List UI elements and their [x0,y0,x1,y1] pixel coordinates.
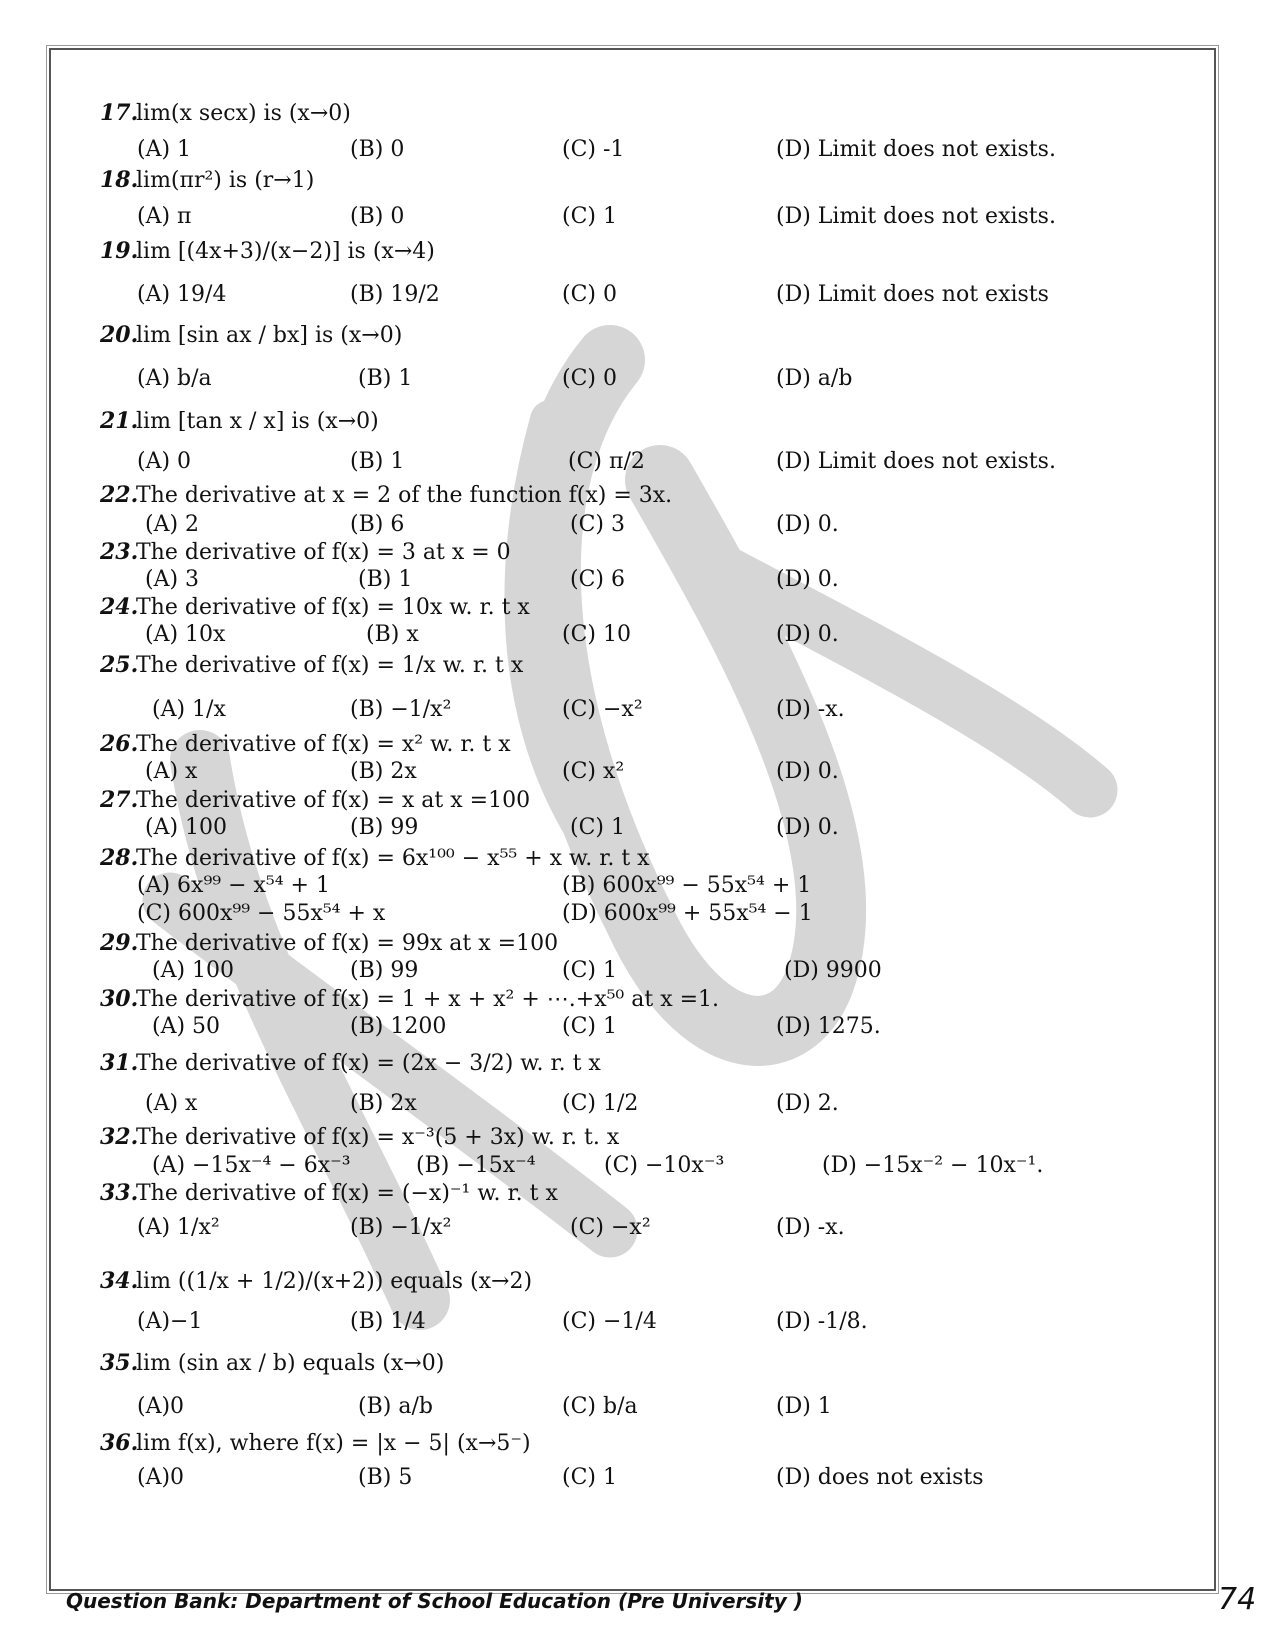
answer-option: (C) 1 [562,1465,617,1490]
answer-option: (C) 3 [570,512,625,537]
question-number: 36. [100,1430,139,1456]
answer-option: (B) 99 [350,958,419,983]
answer-option: (A) x [145,759,198,784]
question-number: 29. [100,930,139,956]
answer-option: (B) 0 [350,204,405,229]
answer-option: (A)0 [137,1394,185,1419]
question-number: 23. [100,539,139,565]
answer-option: (C) 1 [570,815,625,840]
answer-option: (B) 6 [350,512,405,537]
answer-option: (D) 9900 [784,958,882,983]
question-row [100,100,351,127]
question-number: 35. [100,1350,139,1376]
question-row [100,594,530,621]
question-row [100,539,511,566]
answer-option: (C) 1 [562,204,617,229]
question-number: 33. [100,1180,139,1206]
answer-option: (D) −15x⁻² − 10x⁻¹. [822,1153,1044,1178]
answer-option: (A) 3 [145,567,200,592]
answer-option: (C) 1 [562,958,617,983]
question-row [100,731,511,758]
question-number: 20. [100,322,139,348]
question-row [100,1180,558,1207]
question-row [100,238,435,265]
answer-option: (B) 1 [358,366,413,391]
answer-option: (A) −15x⁻⁴ − 6x⁻³ [152,1153,351,1178]
answer-option: (A)0 [137,1465,185,1490]
answer-option: (A) 1 [137,137,192,162]
answer-option: (A) 2 [145,512,200,537]
question-row [100,322,402,349]
question-number: 25. [100,652,139,678]
question-row [100,1050,601,1077]
answer-option: (C) 0 [562,282,617,307]
question-number: 17. [100,100,139,126]
answer-option: (D) does not exists [776,1465,984,1490]
answer-option: (D) Limit does not exists [776,282,1049,307]
answer-option: (D) 0. [776,512,839,537]
question-number: 19. [100,238,139,264]
answer-option: (B) −1/x² [350,697,452,722]
answer-option: (B) 1200 [350,1014,447,1039]
question-row [100,1430,531,1457]
answer-option: (C) 6 [570,567,625,592]
question-number: 26. [100,731,139,757]
answer-option: (D) a/b [776,366,853,391]
answer-option: (A) 0 [137,449,192,474]
question-row [100,1124,619,1151]
question-number: 34. [100,1268,139,1294]
page-number: 74 [1218,1582,1257,1617]
answer-option: (B) a/b [358,1394,433,1419]
question-text: The derivative at x = 2 of the function f(x) = 3x. [136,483,673,508]
question-text: The derivative of f(x) = (−x)⁻¹ w. r. t x [136,1181,558,1206]
question-text: lim (sin ax / b) equals (x→0) [136,1351,445,1376]
answer-option: (B) 5 [358,1465,413,1490]
question-row [100,408,379,435]
question-number: 21. [100,408,139,434]
question-row [100,986,719,1013]
answer-option: (A) 10x [145,622,226,647]
answer-option: (A) π [137,204,192,229]
question-row [100,652,523,679]
question-text: lim ((1/x + 1/2)/(x+2)) equals (x→2) [136,1269,533,1294]
question-text: The derivative of f(x) = x at x =100 [136,788,531,813]
question-text: lim(πr²) is (r→1) [136,168,315,193]
answer-option: (B) 2x [350,1091,417,1116]
answer-option: (D) -1/8. [776,1309,868,1334]
question-text: The derivative of f(x) = 99x at x =100 [136,931,559,956]
answer-option: (B) 0 [350,137,405,162]
answer-option: (A)−1 [137,1309,203,1334]
answer-option: (D) 600x⁹⁹ + 55x⁵⁴ − 1 [562,901,813,926]
answer-option: (B) 19/2 [350,282,440,307]
answer-option: (A) b/a [137,366,212,391]
question-text: The derivative of f(x) = 3 at x = 0 [136,540,511,565]
answer-option: (C) 10 [562,622,631,647]
answer-option: (C) -1 [562,137,625,162]
answer-option: (C) −1/4 [562,1309,657,1334]
question-row [100,1350,444,1377]
answer-option: (C) b/a [562,1394,638,1419]
question-row [100,930,558,957]
answer-option: (D) Limit does not exists. [776,204,1056,229]
answer-option: (A) 50 [152,1014,221,1039]
answer-option: (D) -x. [776,1215,845,1240]
answer-option: (B) 99 [350,815,419,840]
question-row [100,787,530,814]
answer-option: (D) 0. [776,815,839,840]
answer-option: (D) -x. [776,697,845,722]
answer-option: (D) 0. [776,567,839,592]
question-text: lim [sin ax / bx] is (x→0) [136,323,403,348]
answer-option: (D) 0. [776,759,839,784]
question-text: lim [tan x / x] is (x→0) [136,409,379,434]
answer-option: (C) −x² [570,1215,651,1240]
answer-option: (B) 1 [350,449,405,474]
question-number: 28. [100,845,139,871]
question-row [100,482,672,509]
question-number: 31. [100,1050,139,1076]
answer-option: (B) x [366,622,419,647]
answer-option: (B) 1 [358,567,413,592]
answer-option: (C) 1 [562,1014,617,1039]
answer-option: (C) x² [562,759,625,784]
answer-option: (C) π/2 [568,449,645,474]
answer-option: (B) 600x⁹⁹ − 55x⁵⁴ + 1 [562,873,812,898]
footer-text: Question Bank: Department of School Education (Pre University ) [66,1589,803,1613]
question-text: The derivative of f(x) = 1/x w. r. t x [136,653,524,678]
answer-option: (B) 1/4 [350,1309,426,1334]
question-text: The derivative of f(x) = 10x w. r. t x [136,595,530,620]
answer-option: (A) 1/x² [137,1215,220,1240]
answer-option: (D) 2. [776,1091,839,1116]
answer-option: (C) 600x⁹⁹ − 55x⁵⁴ + x [137,901,386,926]
question-number: 22. [100,482,139,508]
question-number: 18. [100,167,139,193]
answer-option: (B) −15x⁻⁴ [416,1153,536,1178]
answer-option: (D) Limit does not exists. [776,449,1056,474]
question-text: lim(x secx) is (x→0) [136,101,351,126]
answer-option: (A) 100 [145,815,228,840]
question-text: The derivative of f(x) = x⁻³(5 + 3x) w. r. t. x [136,1125,620,1150]
answer-option: (C) 1/2 [562,1091,639,1116]
answer-option: (B) 2x [350,759,417,784]
answer-option: (B) −1/x² [350,1215,452,1240]
answer-option: (C) −x² [562,697,643,722]
answer-option: (A) 6x⁹⁹ − x⁵⁴ + 1 [137,873,330,898]
question-number: 24. [100,594,139,620]
question-text: The derivative of f(x) = x² w. r. t x [136,732,511,757]
question-row [100,167,314,194]
answer-option: (D) Limit does not exists. [776,137,1056,162]
question-number: 30. [100,986,139,1012]
answer-option: (C) 0 [562,366,617,391]
question-number: 27. [100,787,139,813]
answer-option: (C) −10x⁻³ [604,1153,725,1178]
answer-option: (A) 19/4 [137,282,227,307]
answer-option: (D) 1 [776,1394,832,1419]
answer-option: (A) 100 [152,958,235,983]
answer-option: (A) x [145,1091,198,1116]
answer-option: (A) 1/x [152,697,226,722]
question-text: lim f(x), where f(x) = |x − 5| (x→5⁻) [136,1431,531,1456]
question-text: The derivative of f(x) = (2x − 3/2) w. r. t x [136,1051,601,1076]
question-text: The derivative of f(x) = 1 + x + x² + ⋯.+x⁵⁰ at x =1. [136,987,720,1012]
answer-option: (D) 0. [776,622,839,647]
question-text: lim [(4x+3)/(x−2)] is (x→4) [136,239,435,264]
question-row [100,1268,532,1295]
question-row [100,845,650,872]
question-text: The derivative of f(x) = 6x¹⁰⁰ − x⁵⁵ + x w. r. t x [136,846,650,871]
question-number: 32. [100,1124,139,1150]
answer-option: (D) 1275. [776,1014,881,1039]
